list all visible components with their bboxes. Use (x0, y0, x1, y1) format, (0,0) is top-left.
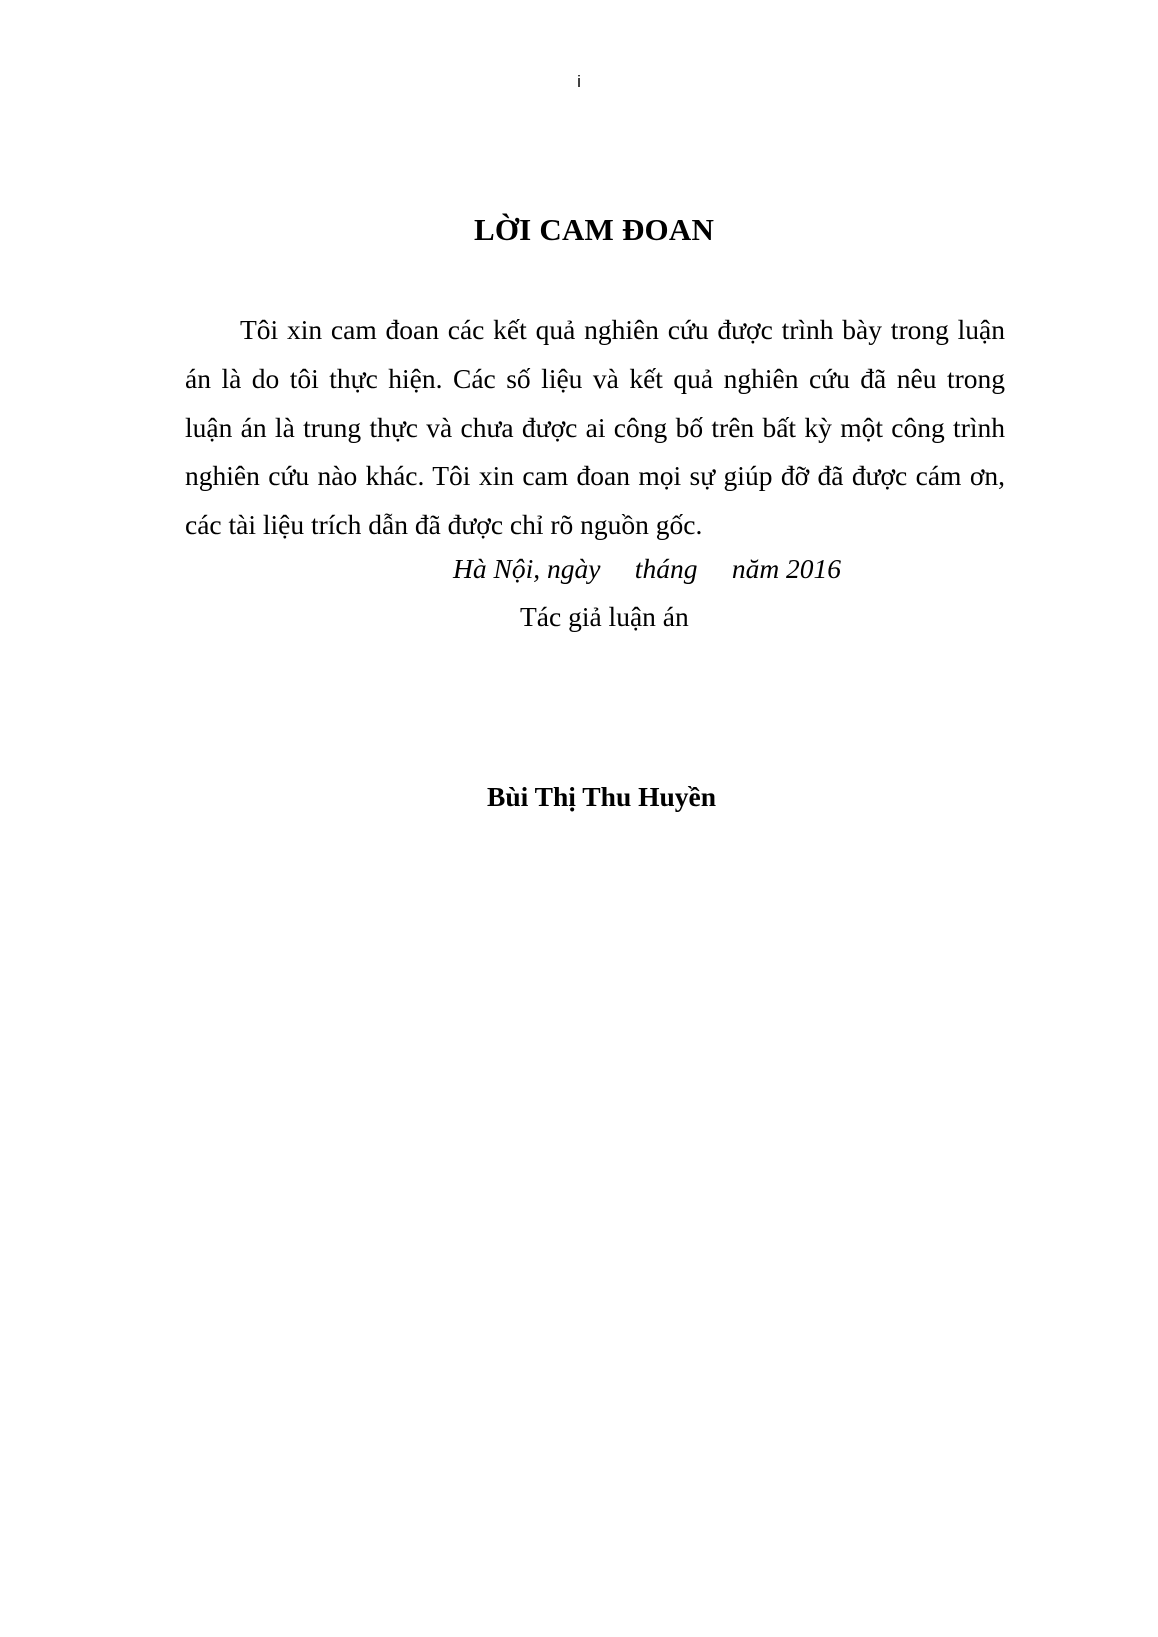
page-number: i (577, 72, 581, 91)
declaration-paragraph (185, 306, 1005, 550)
place-date: Hà Nội, ngày tháng năm 2016 (453, 553, 842, 584)
author-role: Tác giả luận án (520, 601, 689, 632)
paragraph-line: Tôi xin cam đoan các kết quả nghiên cứu được trình bày trong luận (240, 314, 1005, 345)
paragraph-line: các tài liệu trích dẫn đã được chỉ rõ nguồn gốc. (185, 509, 703, 541)
document-title: LỜI CAM ĐOAN (473, 212, 715, 247)
paragraph-line: nghiên cứu nào khác. Tôi xin cam đoan mọi sự giúp đỡ đã được cám ơn, (185, 460, 1005, 492)
paragraph-line: án là do tôi thực hiện. Các số liệu và kết quả nghiên cứu đã nêu trong (185, 362, 1005, 394)
author-name: Bùi Thị Thu Huyền (487, 781, 717, 812)
paragraph-line: luận án là trung thực và chưa được ai công bố trên bất kỳ một công trình (185, 411, 1005, 443)
